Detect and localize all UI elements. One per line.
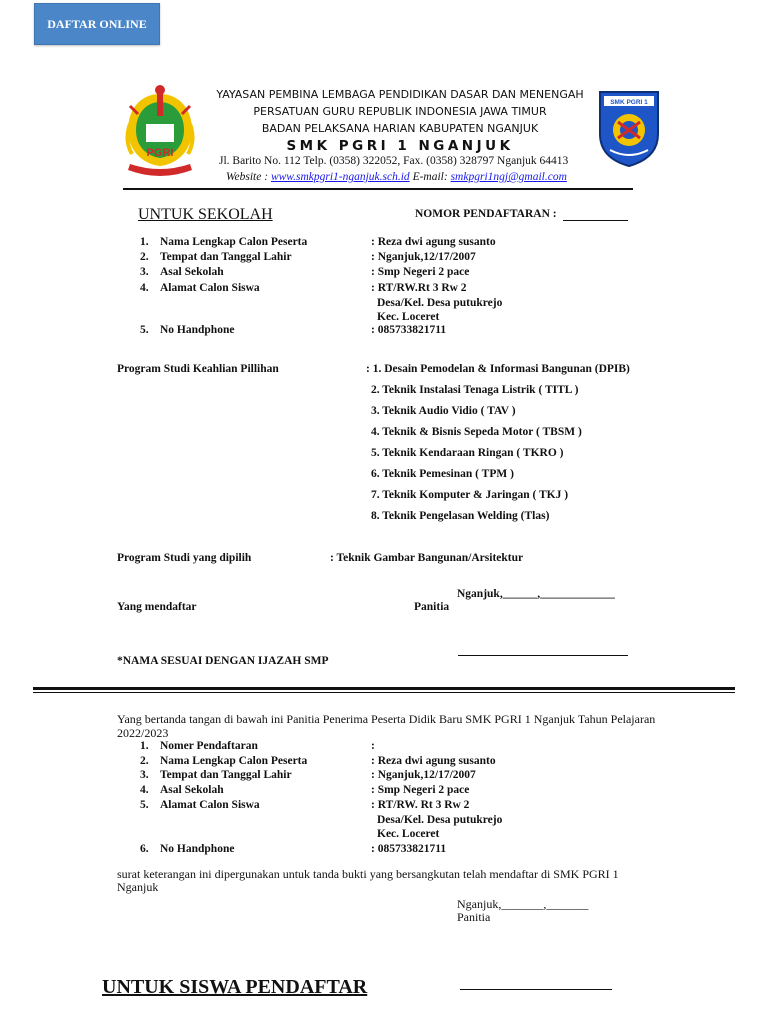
s1-row-label: Nama Lengkap Calon Peserta: [160, 236, 308, 248]
school-address: Jl. Barito No. 112 Telp. (0358) 322052, Fax. (0358) 328797 Nganjuk 64413: [219, 155, 569, 167]
letterhead-divider: [123, 188, 633, 190]
program-item: 5. Teknik Kendaraan Ringan ( TKRO ): [371, 447, 564, 459]
s2-intro-year: 2022/2023: [117, 726, 169, 740]
s2-row-value: : Smp Negeri 2 pace: [371, 784, 470, 796]
s2-phone-num: 6.: [140, 843, 149, 855]
s1-signature-line: [458, 655, 628, 656]
s2-row-num: 3.: [140, 769, 149, 781]
program-item: 7. Teknik Komputer & Jaringan ( TKJ ): [371, 489, 569, 501]
email-link[interactable]: smkpgri1ngj@gmail.com: [450, 171, 567, 183]
s2-row-num: 4.: [140, 784, 149, 796]
s2-panitia-label: Panitia: [457, 910, 491, 924]
s2-closing2: Nganjuk: [117, 880, 159, 894]
letterhead-line2: PERSATUAN GURU REPUBLIK INDONESIA JAWA TIMUR: [253, 105, 547, 118]
s2-row-value: :: [371, 740, 375, 752]
s2-row-num: 1.: [140, 740, 149, 752]
s2-row-label: Tempat dan Tanggal Lahir: [160, 769, 292, 781]
s2-row-value: : Nganjuk,12/17/2007: [371, 769, 476, 781]
s1-row-label: Tempat dan Tanggal Lahir: [160, 251, 292, 263]
logo-right-text: SMK PGRI 1: [610, 99, 648, 106]
website-link[interactable]: www.smkpgri1-nganjuk.sch.id: [270, 171, 410, 183]
s2-address-line3: Kec. Loceret: [377, 828, 440, 840]
s2-signature-line: [460, 989, 612, 990]
s1-row-value: : Nganjuk,12/17/2007: [371, 251, 476, 263]
s1-row-num: 1.: [140, 236, 149, 248]
program-item: 2. Teknik Instalasi Tenaga Listrik ( TITL ): [371, 384, 579, 396]
program-label: Program Studi Keahlian Pillihan: [117, 363, 279, 375]
s2-row-value: : RT/RW. Rt 3 Rw 2: [371, 799, 470, 811]
s2-address-line2: Desa/Kel. Desa putukrejo: [377, 814, 503, 826]
chosen-program-value: : Teknik Gambar Bangunan/Arsitektur: [330, 552, 524, 564]
s1-place-date: Nganjuk,______,_____________: [457, 588, 615, 600]
s1-row-label: Alamat Calon Siswa: [160, 282, 260, 294]
nomor-blank-line: [563, 220, 628, 221]
cut-divider-thick: [33, 687, 735, 690]
s2-row-num: 2.: [140, 755, 149, 767]
s1-row-num: 3.: [140, 266, 149, 278]
s1-row-label: Asal Sekolah: [160, 266, 224, 278]
email-label: E-mail:: [412, 171, 448, 183]
s2-phone-value: : 085733821711: [371, 843, 447, 855]
s2-phone-label: No Handphone: [160, 843, 235, 855]
s2-row-label: Alamat Calon Siswa: [160, 799, 260, 811]
school-name: SMK PGRI 1 NGANJUK: [286, 138, 514, 154]
program-item: 4. Teknik & Bisnis Sepeda Motor ( TBSM ): [371, 426, 582, 438]
s1-row-num: 2.: [140, 251, 149, 263]
daftar-online-button[interactable]: DAFTAR ONLINE: [34, 3, 160, 45]
name-note: *NAMA SESUAI DENGAN IJAZAH SMP: [117, 655, 329, 667]
nomor-pendaftaran-label: NOMOR PENDAFTARAN :: [415, 208, 557, 220]
s1-phone-num: 5.: [140, 324, 149, 336]
s1-row-value: : RT/RW.Rt 3 Rw 2: [371, 282, 467, 294]
s2-row-num: 5.: [140, 799, 149, 811]
s1-row-value: : Reza dwi agung susanto: [371, 236, 496, 248]
footer-title: UNTUK SISWA PENDAFTAR: [102, 976, 368, 998]
program-item: 3. Teknik Audio Vidio ( TAV ): [371, 405, 516, 417]
program-item: 6. Teknik Pemesinan ( TPM ): [371, 468, 514, 480]
s1-phone-value: : 085733821711: [371, 324, 447, 336]
program-item: 8. Teknik Pengelasan Welding (Tlas): [371, 510, 550, 522]
s1-address-line3: Kec. Loceret: [377, 311, 440, 323]
cut-divider-thin: [33, 692, 735, 693]
s2-row-value: : Reza dwi agung susanto: [371, 755, 496, 767]
s2-intro: Yang bertanda tangan di bawah ini Panitia Penerima Peserta Didik Baru SMK PGRI 1 Nganjuk Tahun Pelajaran: [117, 712, 656, 726]
program-item: : 1. Desain Pemodelan & Informasi Bangunan (DPIB): [366, 363, 630, 375]
s2-row-label: Nomer Pendaftaran: [160, 740, 258, 752]
yang-mendaftar-label: Yang mendaftar: [117, 601, 197, 613]
s1-phone-label: No Handphone: [160, 324, 235, 336]
s1-row-num: 4.: [140, 282, 149, 294]
smk-shield-logo-icon: [596, 86, 662, 168]
website-line: [226, 171, 567, 183]
section1-title: UNTUK SEKOLAH: [138, 206, 273, 223]
s1-panitia-label: Panitia: [414, 601, 450, 613]
s2-closing: surat keterangan ini dipergunakan untuk tanda bukti yang bersangkutan telah mendaftar di SMK PGRI 1: [117, 867, 619, 881]
logo-left-text: PGRI: [146, 147, 174, 159]
website-label: Website :: [226, 171, 269, 183]
s2-row-label: Asal Sekolah: [160, 784, 224, 796]
letterhead-line3: BADAN PELAKSANA HARIAN KABUPATEN NGANJUK: [261, 122, 539, 135]
letterhead-line1: YAYASAN PEMBINA LEMBAGA PENDIDIKAN DASAR DAN MENENGAH: [216, 88, 584, 101]
s1-row-value: : Smp Negeri 2 pace: [371, 266, 470, 278]
chosen-program-label: Program Studi yang dipilih: [117, 552, 252, 564]
s2-row-label: Nama Lengkap Calon Peserta: [160, 755, 308, 767]
pgri-logo-icon: [120, 84, 200, 180]
s1-address-line2: Desa/Kel. Desa putukrejo: [377, 297, 503, 309]
s2-place-date: Nganjuk,_______,_______: [457, 897, 589, 911]
